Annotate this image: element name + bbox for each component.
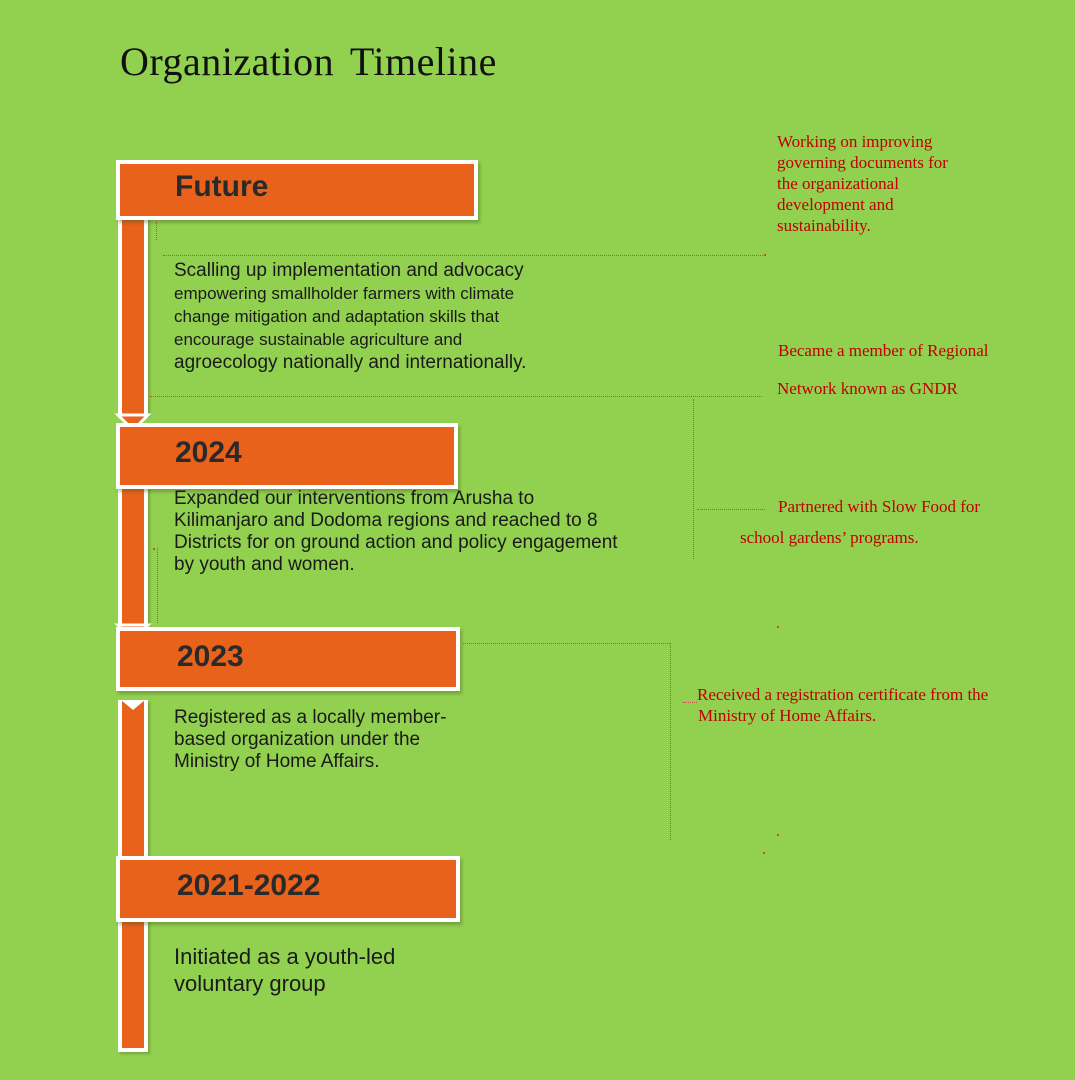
note-line: governing documents for <box>777 153 948 172</box>
stage-description <box>174 488 618 576</box>
description-line: based organization under the <box>174 729 421 750</box>
arrow-notch <box>121 700 145 710</box>
description-line: by youth and women. <box>174 554 355 575</box>
description-line: Registered as a locally member- <box>174 707 447 728</box>
side-note <box>777 131 948 236</box>
note-line: Ministry of Home Affairs. <box>698 706 877 725</box>
page-title: Organization Timeline <box>120 39 497 84</box>
side-note <box>697 684 988 726</box>
side-note <box>777 378 958 399</box>
side-note <box>778 340 989 361</box>
stage-bar-future <box>116 160 478 220</box>
connector-dot <box>763 852 765 854</box>
stage-label: 2021-2022 <box>177 869 321 902</box>
description-line: empowering smallholder farmers with climate <box>174 284 515 303</box>
description-line: Ministry of Home Affairs. <box>174 751 380 772</box>
note-line: Became a member of Regional <box>778 341 989 360</box>
stage-description <box>174 259 526 374</box>
connector-line <box>163 255 763 256</box>
connector-line <box>693 399 694 559</box>
description-line: change mitigation and adaptation skills that <box>174 307 500 326</box>
description-line: agroecology nationally and internationally. <box>174 352 527 373</box>
connector-line <box>683 702 697 703</box>
connector-line <box>156 222 157 240</box>
stage-description <box>174 943 395 997</box>
note-line: development and <box>777 195 894 214</box>
stage-label: 2024 <box>175 436 242 469</box>
connector-dot <box>777 626 779 628</box>
connector-line <box>463 643 670 644</box>
connector-line <box>697 509 765 510</box>
note-line: Network known as GNDR <box>777 379 958 398</box>
stage-bar-2024 <box>116 423 458 489</box>
note-line: Working on improving <box>777 132 933 151</box>
stage-label: Future <box>175 170 269 203</box>
stage-description <box>174 707 446 773</box>
connector-dot <box>153 548 155 550</box>
connector-dot <box>777 834 779 836</box>
connector-line <box>150 396 762 397</box>
description-line: Expanded our interventions from Arusha to <box>174 488 535 509</box>
note-line: school gardens’ programs. <box>740 528 919 547</box>
stage-bar-2023 <box>116 627 460 691</box>
description-line: Districts for on ground action and policy engagement <box>174 532 618 553</box>
note-line: sustainability. <box>777 216 871 235</box>
description-line: voluntary group <box>174 971 326 996</box>
note-line: Partnered with Slow Food for <box>778 497 981 516</box>
description-line: encourage sustainable agriculture and <box>174 330 463 349</box>
connector-line <box>157 548 158 623</box>
side-note <box>778 496 980 517</box>
note-line: Received a registration certificate from the <box>697 685 989 704</box>
note-line: the organizational <box>777 174 899 193</box>
description-line: Initiated as a youth-led <box>174 944 396 969</box>
description-line: Scalling up implementation and advocacy <box>174 260 524 281</box>
connector-dot <box>764 254 766 256</box>
stage-label: 2023 <box>177 640 244 673</box>
connector-line <box>670 643 671 840</box>
description-line: Kilimanjaro and Dodoma regions and reached to 8 <box>174 510 598 531</box>
side-note <box>740 527 919 548</box>
